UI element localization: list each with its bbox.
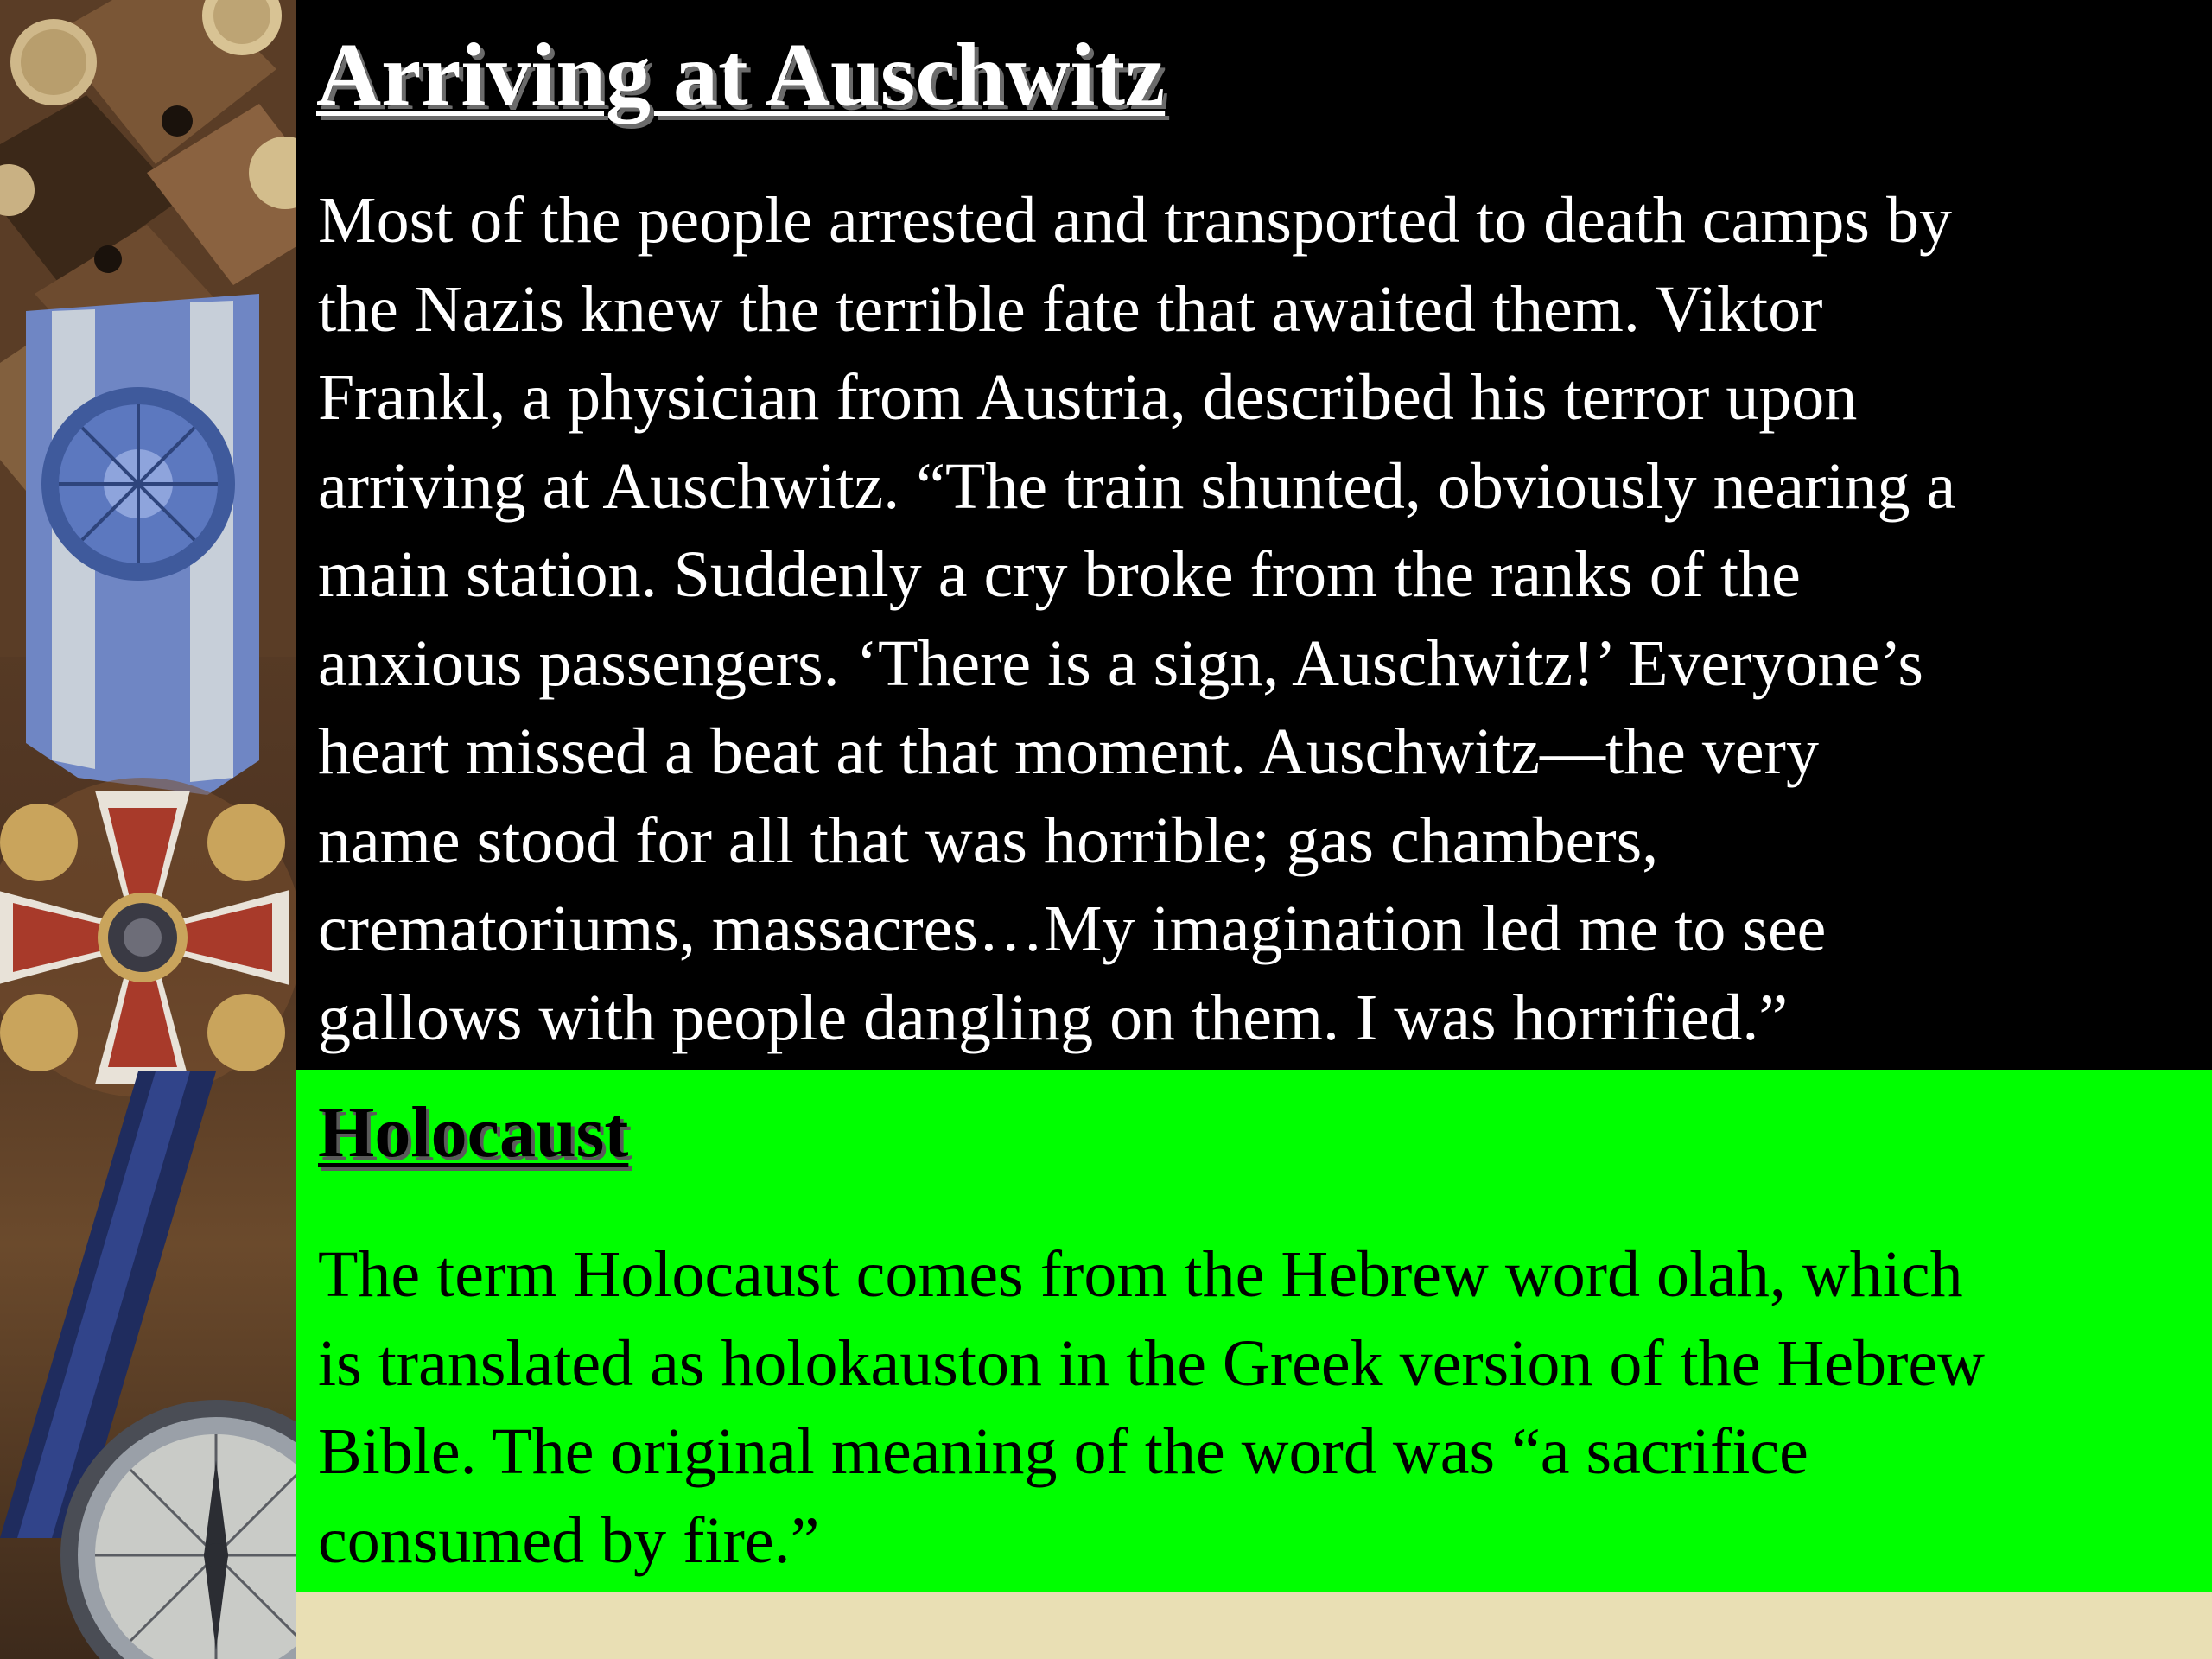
body-line: Bible. The original meaning of the word was “a sacrifice bbox=[318, 1415, 1808, 1488]
body-line: the Nazis knew the terrible fate that awaited them. Viktor bbox=[318, 272, 1823, 346]
section-body-holocaust bbox=[318, 1230, 1985, 1585]
body-line: gallows with people dangling on them. I was horrified.” bbox=[318, 981, 1789, 1054]
body-line: consumed by fire.” bbox=[318, 1503, 820, 1577]
medal-ribbon-icon bbox=[26, 294, 259, 795]
body-line: heart missed a beat at that moment. Auschwitz—the very bbox=[318, 715, 1819, 788]
section-title-holocaust: Holocaust bbox=[318, 1092, 629, 1173]
decorative-medals-image bbox=[0, 0, 296, 1659]
maltese-cross-medal-icon bbox=[0, 778, 296, 1097]
bottom-text-panel bbox=[296, 1070, 2212, 1592]
section-title-arriving: Arriving at Auschwitz bbox=[316, 25, 1166, 124]
top-text-panel bbox=[296, 0, 2212, 1070]
section-body-arriving bbox=[318, 176, 1955, 1062]
body-line: main station. Suddenly a cry broke from the ranks of the bbox=[318, 538, 1801, 611]
body-line: Frankl, a physician from Austria, described his terror upon bbox=[318, 361, 1858, 434]
body-line: anxious passengers. ‘There is a sign, Auschwitz!’ Everyone’s bbox=[318, 626, 1923, 700]
body-line: Most of the people arrested and transported to death camps by bbox=[318, 184, 1952, 257]
body-line: name stood for all that was horrible; gas chambers, bbox=[318, 804, 1659, 877]
body-line: The term Holocaust comes from the Hebrew word olah, which bbox=[318, 1238, 1963, 1311]
body-line: crematoriums, massacres…My imagination led me to see bbox=[318, 893, 1827, 965]
body-line: is translated as holokauston in the Greek version of the Hebrew bbox=[318, 1326, 1986, 1400]
body-line: arriving at Auschwitz. “The train shunted, obviously nearing a bbox=[318, 449, 1956, 523]
